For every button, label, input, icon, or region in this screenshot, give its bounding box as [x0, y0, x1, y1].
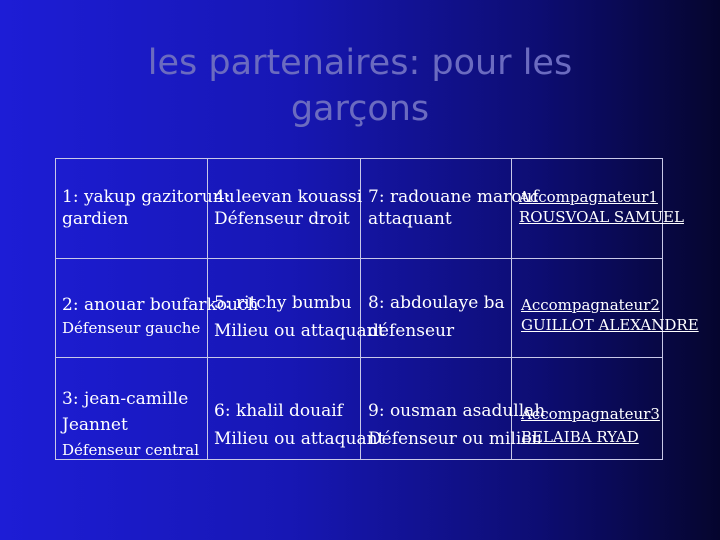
row-divider-2 — [55, 357, 663, 358]
table-cell — [62, 186, 235, 230]
table-cell — [519, 187, 684, 227]
player-name: 6: khalil douaif — [214, 401, 343, 421]
player-position: Défenseur central — [62, 441, 200, 459]
companion-label: Accompagnateur3 — [521, 405, 660, 423]
player-position: Milieu ou attaquant — [214, 321, 385, 341]
player-name: 8: abdoulaye ba — [368, 293, 505, 313]
player-position: gardien — [62, 209, 129, 229]
player-position: Défenseur droit — [214, 209, 350, 229]
companion-label: Accompagnateur1 — [519, 188, 658, 206]
player-name: 5: ritchy bumbu — [214, 293, 352, 313]
slide-title-line-1: les partenaires: pour les — [147, 43, 573, 83]
player-name: 3: jean-camille — [62, 389, 189, 409]
table-cell — [214, 292, 384, 342]
table-cell — [368, 400, 545, 450]
player-name: Jeannet — [62, 415, 128, 435]
player-position: attaquant — [368, 209, 452, 229]
companion-name: ROUSVOAL SAMUEL — [519, 208, 684, 226]
companion-label: Accompagnateur2 — [521, 296, 660, 314]
player-position: Milieu ou attaquant — [214, 429, 385, 449]
table-cell — [521, 404, 660, 447]
player-name: 9: ousman asadullah — [368, 401, 546, 421]
table-cell — [214, 186, 362, 230]
table-cell — [368, 292, 505, 342]
companion-name: BELAIBA RYAD — [521, 428, 639, 446]
player-name: 4: leevan kouassi — [214, 187, 363, 207]
player-name: 2: anouar boufarkouch — [62, 295, 259, 315]
player-name: 7: radouane marouf — [368, 187, 539, 207]
row-divider-1 — [55, 258, 663, 259]
slide-title — [0, 40, 720, 132]
table-cell — [368, 186, 539, 230]
table-cell — [62, 388, 199, 460]
player-position: Défenseur ou milieu — [368, 429, 543, 449]
table-cell — [214, 400, 384, 450]
player-position: défenseur — [368, 321, 455, 341]
player-position: Défenseur gauche — [62, 319, 201, 337]
slide-title-line-2: garçons — [290, 89, 430, 129]
companion-name: GUILLOT ALEXANDRE — [521, 316, 699, 334]
table-cell — [521, 295, 699, 335]
player-name: 1: yakup gazitorunu — [62, 187, 235, 207]
